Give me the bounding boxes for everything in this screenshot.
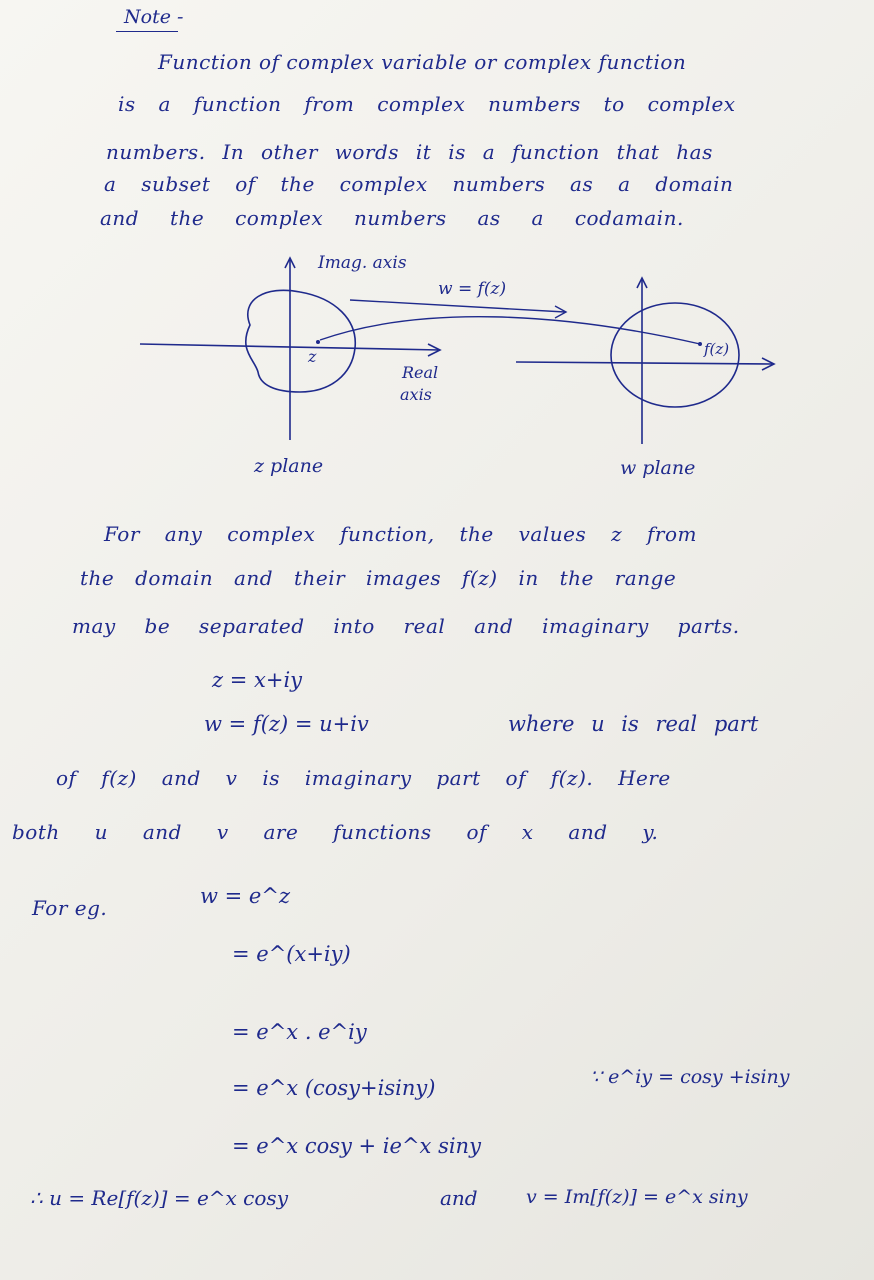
z-domain-region bbox=[246, 290, 355, 392]
body-line-2: the domain and their images f(z) in the range bbox=[80, 566, 677, 590]
defs-line-3: both u and v are functions of x and y. bbox=[12, 820, 659, 844]
mapping-diagram bbox=[0, 0, 874, 500]
w-equation: w = f(z) = u+iv bbox=[204, 712, 369, 736]
fz-point bbox=[698, 342, 702, 346]
example-label: For eg. bbox=[32, 896, 108, 920]
example-step-5: = e^x cosy + ie^x siny bbox=[232, 1134, 481, 1158]
z-equation: z = x+iy bbox=[212, 668, 303, 692]
body-line-1: For any complex function, the values z from bbox=[104, 522, 697, 546]
example-step-3: = e^x . e^iy bbox=[232, 1020, 367, 1044]
z-plane-label: z plane bbox=[254, 455, 324, 477]
mapping-curve bbox=[320, 317, 700, 344]
w-plane-label: w plane bbox=[620, 457, 696, 479]
mapping-label: w = f(z) bbox=[438, 279, 507, 299]
example-step-1: w = e^z bbox=[200, 884, 291, 908]
z-point bbox=[316, 340, 320, 344]
z-point-label: z bbox=[308, 347, 317, 366]
note-title: Note - bbox=[124, 6, 184, 28]
defs-line-2: of f(z) and v is imaginary part of f(z). Here bbox=[56, 766, 671, 790]
example-step-2: = e^(x+iy) bbox=[232, 942, 351, 966]
example-aside: ∵ e^iy = cosy +isiny bbox=[590, 1066, 790, 1088]
result-v: v = Im[f(z)] = e^x siny bbox=[526, 1186, 748, 1208]
body-line-3: may be separated into real and imaginary parts. bbox=[72, 614, 740, 638]
intro-line-1: Function of complex variable or complex function bbox=[158, 50, 687, 74]
real-axis-label-1: Real bbox=[402, 363, 439, 382]
w-real-axis bbox=[516, 362, 774, 364]
intro-line-2: is a function from complex numbers to complex bbox=[118, 92, 736, 116]
result-and: and bbox=[440, 1186, 478, 1210]
real-axis-label-2: axis bbox=[400, 385, 432, 404]
intro-line-4: a subset of the complex numbers as a domain bbox=[104, 172, 734, 196]
intro-line-3: numbers. In other words it is a function that has bbox=[106, 140, 713, 164]
imag-axis-label: Imag. axis bbox=[318, 253, 407, 273]
example-step-4: = e^x (cosy+isiny) bbox=[232, 1076, 436, 1100]
mapping-arrow bbox=[350, 300, 565, 312]
fz-point-label: f(z) bbox=[704, 340, 730, 358]
w-description: where u is real part bbox=[508, 712, 759, 736]
result-u: ∴ u = Re[f(z)] = e^x cosy bbox=[30, 1186, 288, 1210]
intro-line-5: and the complex numbers as a codamain. bbox=[100, 206, 684, 230]
